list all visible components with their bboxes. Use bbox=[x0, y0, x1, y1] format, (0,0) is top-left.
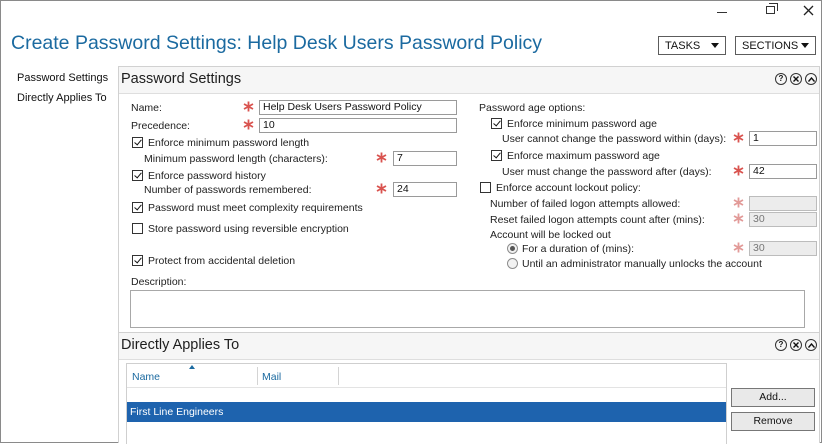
enforce-min-length-checkbox[interactable] bbox=[132, 137, 143, 148]
remove-button[interactable]: Remove bbox=[731, 412, 815, 431]
reversible-encryption-label: Store password using reversible encryption bbox=[148, 223, 349, 235]
restore-icon bbox=[766, 6, 775, 14]
min-age-input[interactable]: 1 bbox=[749, 131, 817, 146]
duration-input[interactable]: 30 bbox=[749, 241, 817, 256]
history-input[interactable]: 24 bbox=[393, 182, 457, 197]
min-age-label: User cannot change the password within (days): bbox=[502, 133, 727, 145]
help-icon[interactable]: ? bbox=[775, 339, 787, 351]
min-length-label: Minimum password length (characters): bbox=[144, 153, 328, 165]
required-icon bbox=[243, 101, 254, 112]
close-section-icon[interactable] bbox=[790, 339, 802, 351]
protect-deletion-label: Protect from accidental deletion bbox=[148, 255, 296, 267]
required-icon bbox=[376, 183, 387, 194]
complexity-label: Password must meet complexity requirements bbox=[148, 202, 363, 214]
collapse-icon[interactable] bbox=[805, 339, 817, 351]
applies-to-grid bbox=[126, 363, 727, 444]
enforce-min-age-checkbox[interactable] bbox=[491, 118, 502, 129]
chevron-down-icon bbox=[711, 43, 719, 48]
name-label: Name: bbox=[131, 102, 162, 114]
chevron-down-icon bbox=[801, 43, 809, 48]
sections-dropdown[interactable] bbox=[735, 36, 816, 55]
duration-label: For a duration of (mins): bbox=[522, 243, 635, 255]
precedence-input[interactable]: 10 bbox=[259, 118, 457, 133]
lockout-policy-checkbox[interactable] bbox=[480, 182, 491, 193]
required-icon bbox=[376, 152, 387, 163]
row-name-cell: First Line Engineers bbox=[130, 406, 224, 418]
reversible-encryption-checkbox[interactable] bbox=[132, 223, 143, 234]
required-icon bbox=[733, 213, 744, 224]
required-icon bbox=[243, 119, 254, 130]
name-input[interactable]: Help Desk Users Password Policy bbox=[259, 100, 457, 115]
help-icon[interactable]: ? bbox=[775, 73, 787, 85]
admin-unlock-radio[interactable] bbox=[507, 258, 518, 269]
nav-item-password-settings[interactable]: Password Settings bbox=[17, 72, 109, 84]
enforce-max-age-checkbox[interactable] bbox=[491, 150, 502, 161]
table-row[interactable] bbox=[127, 402, 726, 422]
nav-item-directly-applies-to[interactable]: Directly Applies To bbox=[17, 92, 107, 104]
min-length-input[interactable]: 7 bbox=[393, 151, 457, 166]
tasks-dropdown[interactable] bbox=[658, 36, 726, 55]
failed-attempts-input[interactable] bbox=[749, 196, 817, 211]
tasks-label: TASKS bbox=[665, 39, 701, 52]
restore-button[interactable] bbox=[754, 0, 786, 20]
section-header bbox=[119, 67, 819, 94]
sections-label: SECTIONS bbox=[742, 39, 799, 52]
max-age-input[interactable]: 42 bbox=[749, 164, 817, 179]
close-section-icon[interactable] bbox=[790, 73, 802, 85]
section-title: Password Settings bbox=[121, 71, 242, 87]
add-button[interactable]: Add... bbox=[731, 388, 815, 407]
history-label: Number of passwords remembered: bbox=[144, 184, 312, 196]
description-label: Description: bbox=[131, 276, 187, 288]
minimize-button[interactable] bbox=[706, 0, 738, 20]
failed-attempts-label: Number of failed logon attempts allowed: bbox=[490, 198, 681, 210]
close-button[interactable] bbox=[792, 0, 822, 20]
section-title: Directly Applies To bbox=[121, 337, 240, 353]
enforce-min-age-label: Enforce minimum password age bbox=[507, 118, 657, 130]
duration-radio[interactable] bbox=[507, 243, 518, 254]
grid-header bbox=[127, 364, 726, 388]
password-settings-section bbox=[118, 66, 820, 333]
required-icon bbox=[733, 165, 744, 176]
close-icon bbox=[803, 5, 814, 16]
directly-applies-to-section bbox=[118, 332, 820, 443]
required-icon bbox=[733, 242, 744, 253]
reset-count-label: Reset failed logon attempts count after (mins): bbox=[490, 214, 705, 226]
section-header bbox=[119, 333, 819, 360]
required-icon bbox=[733, 197, 744, 208]
enforce-max-age-label: Enforce maximum password age bbox=[507, 150, 660, 162]
precedence-label: Precedence: bbox=[131, 120, 190, 132]
lockout-policy-label: Enforce account lockout policy: bbox=[496, 182, 641, 194]
required-icon bbox=[733, 132, 744, 143]
column-divider[interactable] bbox=[257, 367, 258, 385]
minimize-icon bbox=[717, 12, 727, 13]
complexity-checkbox[interactable] bbox=[132, 202, 143, 213]
sort-ascending-icon bbox=[189, 365, 195, 369]
description-textarea[interactable] bbox=[130, 290, 805, 328]
admin-unlock-label: Until an administrator manually unlocks the account bbox=[522, 258, 762, 270]
enforce-history-label: Enforce password history bbox=[148, 170, 266, 182]
collapse-icon[interactable] bbox=[805, 73, 817, 85]
age-options-label: Password age options: bbox=[479, 102, 586, 114]
reset-count-input[interactable]: 30 bbox=[749, 212, 817, 227]
max-age-label: User must change the password after (days): bbox=[502, 166, 712, 178]
section-nav bbox=[17, 69, 108, 107]
protect-deletion-checkbox[interactable] bbox=[132, 255, 143, 266]
page-title: Create Password Settings: Help Desk Users Password Policy bbox=[11, 32, 543, 54]
enforce-min-length-label: Enforce minimum password length bbox=[148, 137, 310, 149]
column-header-name[interactable]: Name bbox=[132, 371, 161, 383]
column-header-mail[interactable]: Mail bbox=[262, 371, 282, 383]
column-divider[interactable] bbox=[338, 367, 339, 385]
locked-out-label: Account will be locked out bbox=[490, 229, 611, 241]
enforce-history-checkbox[interactable] bbox=[132, 170, 143, 181]
